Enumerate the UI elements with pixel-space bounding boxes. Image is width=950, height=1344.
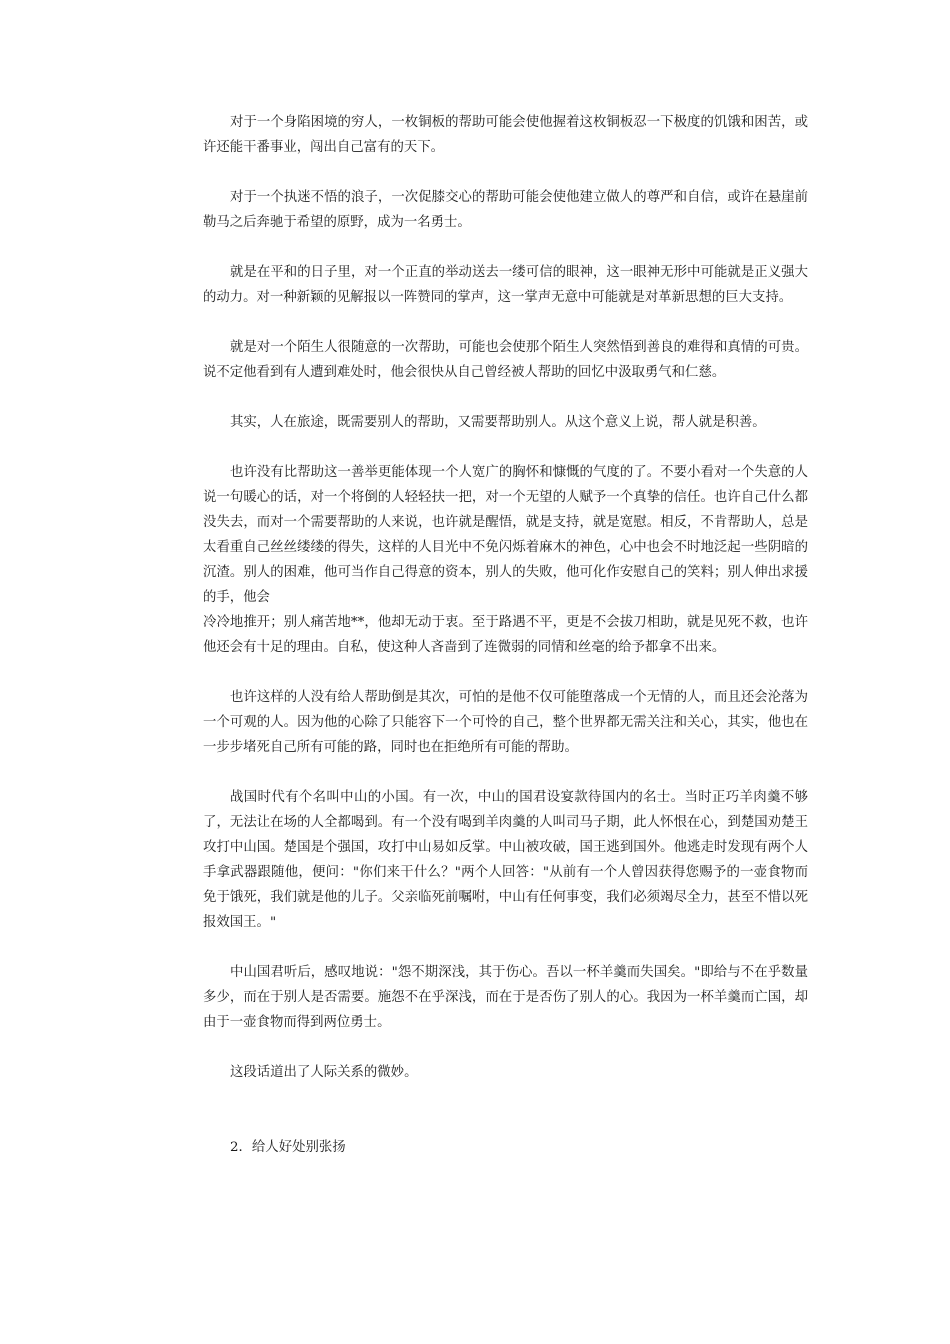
paragraph-9: 中山国君听后，感叹地说："怨不期深浅，其于伤心。吾以一杯羊羹而失国矣。"即给与不在乎数量多少，而在于别人是否需要。施怨不在乎深浅，而在于是否伤了别人的心。我因为一杯羊羹而亡国，却由于一壶食物而得到两位勇士。 [203, 965, 808, 1030]
paragraph-8: 战国时代有个名叫中山的小国。有一次，中山的国君设宴款待国内的名士。当时正巧羊肉羹不够了，无法让在场的人全都喝到。有一个没有喝到羊肉羹的人叫司马子期，此人怀恨在心，到楚国劝楚王攻打中山国。楚国是个强国，攻打中山易如反掌。中山被攻破，国王逃到国外。他逃走时发现有两个人手拿武器跟随他，便问："你们来干什么？"两个人回答："从前有一个人曾因获得您赐予的一壶食物而免于饿死，我们就是他的儿子。父亲临死前嘱咐，中山有任何事变，我们必须竭尽全力，甚至不惜以死报效国王。" [203, 790, 808, 930]
paragraph-3: 就是在平和的日子里，对一个正直的举动送去一缕可信的眼神，这一眼神无形中可能就是正义强大的动力。对一种新颖的见解报以一阵赞同的掌声，这一掌声无意中可能就是对革新思想的巨大支持。 [203, 265, 808, 305]
document-page [203, 110, 808, 1160]
paragraph-5: 其实，人在旅途，既需要别人的帮助，又需要帮助别人。从这个意义上说，帮人就是积善。 [230, 415, 766, 430]
section-heading: 2．给人好处别张扬 [230, 1140, 346, 1155]
paragraph-1: 对于一个身陷困境的穷人，一枚铜板的帮助可能会使他握着这枚铜板忍一下极度的饥饿和困苦，或许还能干番事业，闯出自己富有的天下。 [203, 115, 808, 155]
paragraph-6-part-2: 冷冷地推开；别人痛苦地**，他却无动于衷。至于路遇不平，更是不会拔刀相助，就是见死不救，也许他还会有十足的理由。自私，使这种人吝啬到了连微弱的同情和丝毫的给予都拿不出来。 [203, 615, 808, 655]
paragraph-6-part-1: 也许没有比帮助这一善举更能体现一个人宽广的胸怀和慷慨的气度的了。不要小看对一个失意的人说一句暖心的话，对一个将倒的人轻轻扶一把，对一个无望的人赋予一个真挚的信任。也许自己什么都没失去，而对一个需要帮助的人来说，也许就是醒悟，就是支持，就是宽慰。相反，不肯帮助人，总是太看重自己丝丝缕缕的得失，这样的人目光中不免闪烁着麻木的神色，心中也会不时地泛起一些阴暗的沉渣。别人的困难，他可当作自己得意的资本，别人的失败，他可化作安慰自己的笑料；别人伸出求援的手，他会 [203, 465, 808, 605]
paragraph-2: 对于一个执迷不悟的浪子，一次促膝交心的帮助可能会使他建立做人的尊严和自信，或许在悬崖前勒马之后奔驰于希望的原野，成为一名勇士。 [203, 190, 808, 230]
paragraph-7: 也许这样的人没有给人帮助倒是其次，可怕的是他不仅可能堕落成一个无情的人，而且还会沦落为一个可观的人。因为他的心除了只能容下一个可怜的自己，整个世界都无需关注和关心，其实，他也在一步步堵死自己所有可能的路，同时也在拒绝所有可能的帮助。 [203, 690, 808, 755]
paragraph-6 [203, 460, 808, 660]
paragraph-4: 就是对一个陌生人很随意的一次帮助，可能也会使那个陌生人突然悟到善良的难得和真情的可贵。说不定他看到有人遭到难处时，他会很快从自己曾经被人帮助的回忆中汲取勇气和仁慈。 [203, 340, 808, 380]
paragraph-10: 这段话道出了人际关系的微妙。 [230, 1065, 418, 1080]
